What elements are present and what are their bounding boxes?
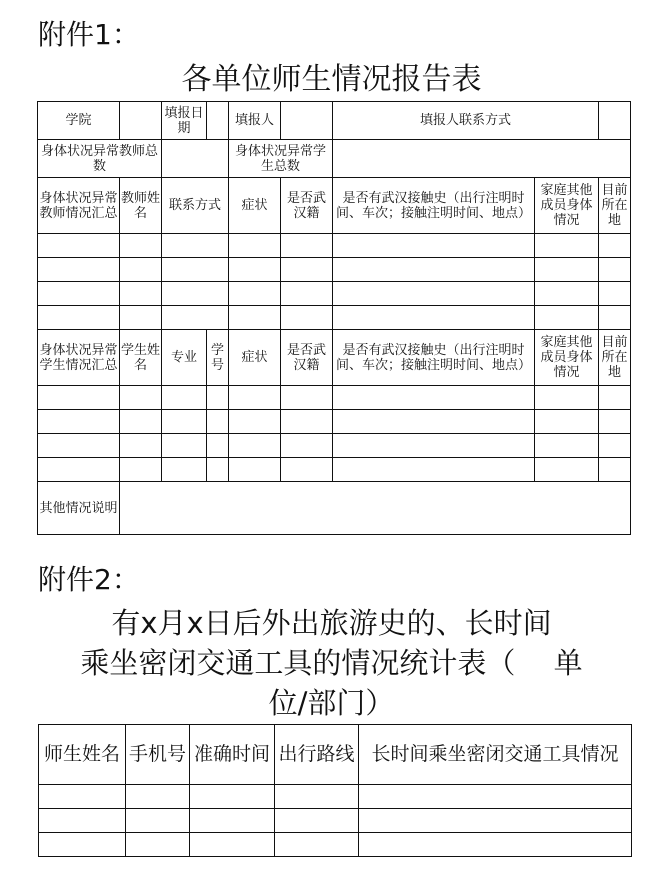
table-cell[interactable]	[126, 809, 190, 833]
other-notes-value-cell[interactable]	[120, 482, 631, 535]
table-cell[interactable]	[190, 785, 275, 809]
table-cell[interactable]	[333, 234, 535, 258]
travel-form-title-line-2: 乘坐密闭交通工具的情况统计表（ 单	[80, 646, 583, 680]
table-cell[interactable]	[229, 258, 281, 282]
table-cell[interactable]	[207, 434, 229, 458]
student-symptom-header: 症状	[229, 330, 281, 386]
table-cell[interactable]	[281, 386, 333, 410]
mobile-phone-header: 手机号	[126, 725, 190, 785]
student-name-header: 学生姓名	[120, 330, 162, 386]
table-cell[interactable]	[38, 306, 120, 330]
table-cell[interactable]	[229, 306, 281, 330]
exact-time-header: 准确时间	[190, 725, 275, 785]
table-cell[interactable]	[229, 458, 281, 482]
table-cell[interactable]	[120, 410, 162, 434]
table-cell[interactable]	[535, 434, 599, 458]
teacher-family-health-header: 家庭其他成员身体情况	[535, 178, 599, 234]
student-family-health-header: 家庭其他成员身体情况	[535, 330, 599, 386]
table-cell[interactable]	[535, 306, 599, 330]
table-cell[interactable]	[275, 833, 359, 857]
table-cell[interactable]	[281, 410, 333, 434]
student-location-header: 目前所在地	[599, 330, 631, 386]
filler-label: 填报人	[229, 102, 281, 140]
table-cell[interactable]	[38, 386, 120, 410]
table-cell[interactable]	[126, 785, 190, 809]
table-cell[interactable]	[39, 833, 126, 857]
college-value-cell[interactable]	[120, 102, 162, 140]
table-cell[interactable]	[162, 258, 229, 282]
table-cell[interactable]	[599, 234, 631, 258]
travel-form-title-line-1: 有x月x日后外出旅游史的、长时间	[111, 606, 552, 640]
table-cell[interactable]	[120, 306, 162, 330]
table-cell[interactable]	[38, 234, 120, 258]
fill-date-label: 填报日期	[162, 102, 207, 140]
table-cell[interactable]	[162, 386, 207, 410]
table-cell[interactable]	[599, 434, 631, 458]
table-cell[interactable]	[281, 258, 333, 282]
table-cell[interactable]	[162, 306, 229, 330]
table-cell[interactable]	[162, 282, 229, 306]
enclosed-transport-header: 长时间乘坐密闭交通工具情况	[359, 725, 632, 785]
table-cell[interactable]	[38, 282, 120, 306]
travel-form-title-line-3: 位/部门）	[268, 686, 395, 720]
table-cell[interactable]	[275, 809, 359, 833]
table-cell[interactable]	[120, 386, 162, 410]
travel-stats-table	[38, 724, 632, 857]
abnormal-student-total-value-cell[interactable]	[333, 140, 631, 178]
teacher-wuhan-native-header: 是否武汉籍	[281, 178, 333, 234]
student-summary-header: 身体状况异常学生情况汇总	[38, 330, 120, 386]
table-cell[interactable]	[333, 458, 535, 482]
table-cell[interactable]	[207, 410, 229, 434]
table-cell[interactable]	[333, 410, 535, 434]
table-cell[interactable]	[535, 282, 599, 306]
table-cell[interactable]	[120, 282, 162, 306]
attachment1-label: 附件1：	[38, 18, 140, 51]
table-cell[interactable]	[120, 234, 162, 258]
table-cell[interactable]	[599, 282, 631, 306]
table-cell[interactable]	[535, 410, 599, 434]
table-cell[interactable]	[333, 306, 535, 330]
college-label: 学院	[38, 102, 120, 140]
table-cell[interactable]	[162, 234, 229, 258]
table-cell[interactable]	[229, 234, 281, 258]
student-major-header: 专业	[162, 330, 207, 386]
table-cell[interactable]	[333, 258, 535, 282]
table-cell[interactable]	[359, 833, 632, 857]
table-cell[interactable]	[38, 410, 120, 434]
traveler-name-header: 师生姓名	[39, 725, 126, 785]
table-cell[interactable]	[229, 282, 281, 306]
table-cell[interactable]	[275, 785, 359, 809]
table-cell[interactable]	[126, 833, 190, 857]
table-cell[interactable]	[333, 282, 535, 306]
table-cell[interactable]	[535, 234, 599, 258]
teacher-symptom-header: 症状	[229, 178, 281, 234]
table-cell[interactable]	[535, 258, 599, 282]
table-cell[interactable]	[120, 434, 162, 458]
table-cell[interactable]	[359, 809, 632, 833]
table-cell[interactable]	[599, 258, 631, 282]
travel-route-header: 出行路线	[275, 725, 359, 785]
table-cell[interactable]	[599, 386, 631, 410]
abnormal-student-total-label: 身体状况异常学生总数	[229, 140, 333, 178]
table-cell[interactable]	[599, 458, 631, 482]
table-cell[interactable]	[162, 458, 207, 482]
table-cell[interactable]	[39, 809, 126, 833]
filler-value-cell[interactable]	[281, 102, 333, 140]
table-cell[interactable]	[162, 410, 207, 434]
table-cell[interactable]	[38, 458, 120, 482]
abnormal-teacher-total-label: 身体状况异常教师总数	[38, 140, 162, 178]
other-notes-label: 其他情况说明	[38, 482, 120, 535]
abnormal-teacher-total-value-cell[interactable]	[162, 140, 229, 178]
table-cell[interactable]	[120, 458, 162, 482]
filler-contact-value-cell[interactable]	[599, 102, 631, 140]
table-cell[interactable]	[281, 282, 333, 306]
table-cell[interactable]	[39, 785, 126, 809]
table-cell[interactable]	[535, 458, 599, 482]
table-cell[interactable]	[229, 386, 281, 410]
table-cell[interactable]	[281, 458, 333, 482]
table-cell[interactable]	[38, 258, 120, 282]
table-cell[interactable]	[120, 258, 162, 282]
student-wuhan-native-header: 是否武汉籍	[281, 330, 333, 386]
table-cell[interactable]	[207, 386, 229, 410]
filler-contact-label: 填报人联系方式	[333, 102, 599, 140]
table-cell[interactable]	[190, 833, 275, 857]
table-cell[interactable]	[535, 386, 599, 410]
teacher-location-header: 目前所在地	[599, 178, 631, 234]
table-cell[interactable]	[207, 458, 229, 482]
unit-report-table	[37, 101, 631, 535]
table-cell[interactable]	[38, 434, 120, 458]
table-cell[interactable]	[333, 386, 535, 410]
table-cell[interactable]	[281, 434, 333, 458]
student-wuhan-contact-header: 是否有武汉接触史（出行注明时间、车次；接触注明时间、地点）	[333, 330, 535, 386]
attachment2-label: 附件2：	[38, 563, 140, 596]
teacher-summary-header: 身体状况异常教师情况汇总	[38, 178, 120, 234]
fill-date-value-cell[interactable]	[207, 102, 229, 140]
table-cell[interactable]	[229, 410, 281, 434]
teacher-name-header: 教师姓名	[120, 178, 162, 234]
table-cell[interactable]	[190, 809, 275, 833]
teacher-phone-header: 联系方式	[162, 178, 229, 234]
student-id-header: 学号	[207, 330, 229, 386]
table-cell[interactable]	[229, 434, 281, 458]
report-form-title: 各单位师生情况报告表	[181, 62, 482, 97]
table-cell[interactable]	[281, 306, 333, 330]
table-cell[interactable]	[281, 234, 333, 258]
table-cell[interactable]	[599, 410, 631, 434]
table-cell[interactable]	[359, 785, 632, 809]
table-cell[interactable]	[162, 434, 207, 458]
table-cell[interactable]	[599, 306, 631, 330]
table-cell[interactable]	[333, 434, 535, 458]
teacher-wuhan-contact-header: 是否有武汉接触史（出行注明时间、车次；接触注明时间、地点）	[333, 178, 535, 234]
